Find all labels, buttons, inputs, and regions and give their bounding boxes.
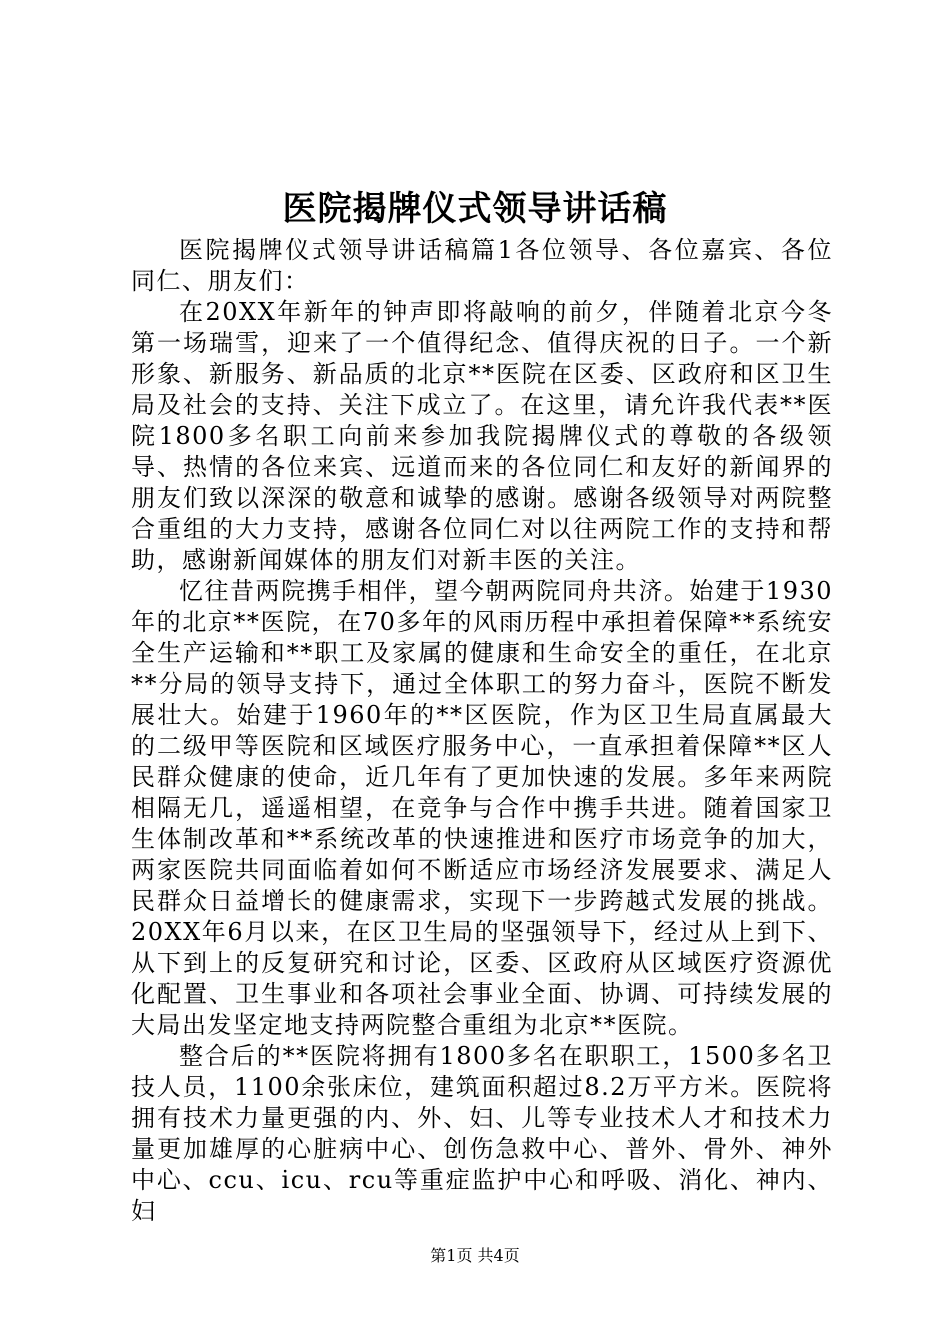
paragraph-3: 忆往昔两院携手相伴，望今朝两院同舟共济。始建于1930年的北京**医院，在70多年的风雨历程中承担着保障**系统安全生产运输和**职工及家属的健康和生命安全的重任，在北京**分局的领导支持下，通过全体职工的努力奋斗，医院不断发展壮大。始建于1960年的**区医院，作为区卫生局直属最大的二级甲等医院和区域医疗服务中心，一直承担着保障**区人民群众健康的使命，近几年有了更加快速的发展。多年来两院相隔无几，遥遥相望，在竞争与合作中携手共进。随着国家卫生体制改革和**系统改革的快速推进和医疗市场竞争的加大，两家医院共同面临着如何不断适应市场经济发展要求、满足人民群众日益增长的健康需求，实现下一步跨越式发展的挑战。20XX年6月以来，在区卫生局的坚强领导下，经过从上到下、从下到上的反复研究和讨论，区委、区政府从区域医疗资源优化配置、卫生事业和各项社会事业全面、协调、可持续发展的大局出发坚定地支持两院整合重组为北京**医院。: [131, 577, 833, 1039]
document-title: 医院揭牌仪式领导讲话稿: [282, 189, 668, 229]
paragraph-4: 整合后的**医院将拥有1800多名在职职工，1500多名卫技人员，1100余张床位，建筑面积超过8.2万平方米。医院将拥有技术力量更强的内、外、妇、儿等专业技术人才和技术力量更加雄厚的心脏病中心、创伤急救中心、普外、骨外、神外中心、ccu、icu、rcu等重症监护中心和呼吸、消化、神内、妇: [131, 1042, 833, 1225]
document-body: [131, 235, 833, 1227]
paragraph-1: 医院揭牌仪式领导讲话稿篇1各位领导、各位嘉宾、各位同仁、朋友们：: [131, 236, 833, 295]
paragraph-2: 在20XX年新年的钟声即将敲响的前夕，伴随着北京今冬第一场瑞雪，迎来了一个值得纪念、值得庆祝的日子。一个新形象、新服务、新品质的北京**医院在区委、区政府和区卫生局及社会的支持、关注下成立了。在这里，请允许我代表**医院1800多名职工向前来参加我院揭牌仪式的尊敬的各级领导、热情的各位来宾、远道而来的各位同仁和友好的新闻界的朋友们致以深深的敬意和诚挚的感谢。感谢各级领导对两院整合重组的大力支持，感谢各位同仁对以往两院工作的支持和帮助，感谢新闻媒体的朋友们对新丰医的关注。: [131, 298, 833, 574]
page-number-footer: 第1页 共4页: [430, 1246, 520, 1265]
